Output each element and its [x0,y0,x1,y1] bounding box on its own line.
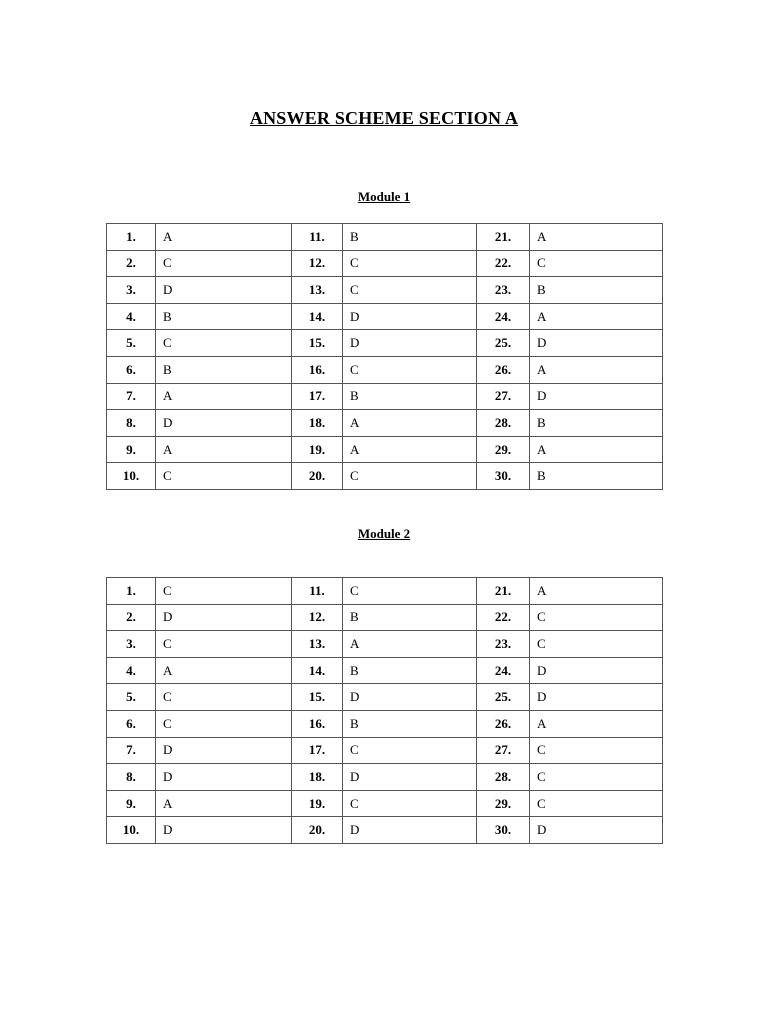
table-row [107,710,663,737]
page-title: ANSWER SCHEME SECTION A [249,108,519,128]
answer-letter: C [530,250,663,277]
question-number: 2. [107,250,156,277]
question-number: 27. [477,737,530,764]
question-number: 16. [292,710,343,737]
question-number: 19. [292,436,343,463]
answer-letter: A [343,631,477,658]
question-number: 27. [477,383,530,410]
answer-letter: B [343,383,477,410]
answer-letter: A [343,436,477,463]
answer-letter: B [343,710,477,737]
table-row [107,764,663,791]
question-number: 2. [107,604,156,631]
answer-letter: D [156,604,292,631]
answer-letter: A [530,224,663,251]
question-number: 28. [477,410,530,437]
question-number: 14. [292,303,343,330]
answer-letter: A [343,410,477,437]
answer-letter: C [530,790,663,817]
question-number: 7. [107,383,156,410]
question-number: 17. [292,737,343,764]
question-number: 15. [292,684,343,711]
question-number: 30. [477,817,530,844]
module-1-heading: Module 1 [357,189,411,204]
question-number: 12. [292,250,343,277]
question-number: 29. [477,436,530,463]
question-number: 20. [292,463,343,490]
question-number: 8. [107,764,156,791]
question-number: 21. [477,578,530,605]
table-row [107,578,663,605]
question-number: 13. [292,277,343,304]
answer-letter: C [530,737,663,764]
answer-letter: C [156,330,292,357]
question-number: 12. [292,604,343,631]
answer-letter: D [343,764,477,791]
answer-letter: C [343,790,477,817]
answer-letter: C [343,250,477,277]
table-row [107,383,663,410]
question-number: 13. [292,631,343,658]
question-number: 25. [477,684,530,711]
question-number: 1. [107,578,156,605]
question-number: 25. [477,330,530,357]
question-number: 23. [477,631,530,658]
answer-letter: A [156,436,292,463]
question-number: 15. [292,330,343,357]
table-row [107,684,663,711]
question-number: 19. [292,790,343,817]
table-row [107,604,663,631]
question-number: 9. [107,436,156,463]
answer-letter: C [343,737,477,764]
question-number: 10. [107,817,156,844]
question-number: 9. [107,790,156,817]
question-number: 3. [107,631,156,658]
question-number: 11. [292,578,343,605]
answer-letter: D [530,657,663,684]
answer-letter: D [156,277,292,304]
table-row [107,277,663,304]
question-number: 6. [107,356,156,383]
question-number: 1. [107,224,156,251]
question-number: 7. [107,737,156,764]
table-row [107,631,663,658]
question-number: 18. [292,410,343,437]
answer-letter: B [343,657,477,684]
answer-letter: C [156,710,292,737]
answer-letter: C [156,250,292,277]
question-number: 8. [107,410,156,437]
answer-letter: D [156,817,292,844]
question-number: 5. [107,330,156,357]
answer-letter: C [343,356,477,383]
table-row [107,436,663,463]
answer-letter: C [343,277,477,304]
table-row [107,790,663,817]
answer-letter: C [530,764,663,791]
answer-letter: C [343,578,477,605]
question-number: 17. [292,383,343,410]
answer-letter: B [156,303,292,330]
answer-letter: D [343,684,477,711]
question-number: 26. [477,356,530,383]
question-number: 21. [477,224,530,251]
answer-letter: C [156,684,292,711]
question-number: 5. [107,684,156,711]
answer-letter: A [530,710,663,737]
table-row [107,250,663,277]
answer-letter: A [156,224,292,251]
question-number: 6. [107,710,156,737]
answer-letter: B [343,224,477,251]
answer-letter: B [530,277,663,304]
question-number: 26. [477,710,530,737]
answer-letter: A [156,383,292,410]
answer-letter: A [156,790,292,817]
answer-letter: A [530,356,663,383]
question-number: 14. [292,657,343,684]
answer-letter: A [530,436,663,463]
question-number: 23. [477,277,530,304]
answer-letter: C [530,631,663,658]
answer-letter: B [343,604,477,631]
table-row [107,303,663,330]
answer-letter: D [156,764,292,791]
question-number: 10. [107,463,156,490]
table-row [107,224,663,251]
table-row [107,410,663,437]
answer-letter: C [156,463,292,490]
module-2-answer-table [106,577,663,844]
answer-letter: C [343,463,477,490]
answer-letter: B [156,356,292,383]
question-number: 24. [477,303,530,330]
question-number: 22. [477,604,530,631]
module-2-heading: Module 2 [357,526,411,541]
answer-letter: A [530,578,663,605]
question-number: 4. [107,303,156,330]
answer-letter: D [156,410,292,437]
answer-letter: D [530,817,663,844]
module-1-answer-table [106,223,663,490]
answer-letter: B [530,463,663,490]
answer-letter: A [530,303,663,330]
answer-letter: D [343,817,477,844]
answer-letter: D [343,303,477,330]
question-number: 16. [292,356,343,383]
answer-letter: D [343,330,477,357]
answer-letter: D [530,383,663,410]
question-number: 11. [292,224,343,251]
question-number: 4. [107,657,156,684]
answer-letter: C [530,604,663,631]
question-number: 28. [477,764,530,791]
question-number: 20. [292,817,343,844]
question-number: 24. [477,657,530,684]
answer-letter: D [530,330,663,357]
table-row [107,463,663,490]
table-row [107,330,663,357]
table-row [107,817,663,844]
question-number: 18. [292,764,343,791]
table-row [107,356,663,383]
question-number: 22. [477,250,530,277]
answer-letter: A [156,657,292,684]
table-row [107,737,663,764]
answer-letter: C [156,578,292,605]
question-number: 29. [477,790,530,817]
answer-letter: D [530,684,663,711]
answer-letter: D [156,737,292,764]
answer-letter: B [530,410,663,437]
table-row [107,657,663,684]
question-number: 3. [107,277,156,304]
answer-letter: C [156,631,292,658]
question-number: 30. [477,463,530,490]
